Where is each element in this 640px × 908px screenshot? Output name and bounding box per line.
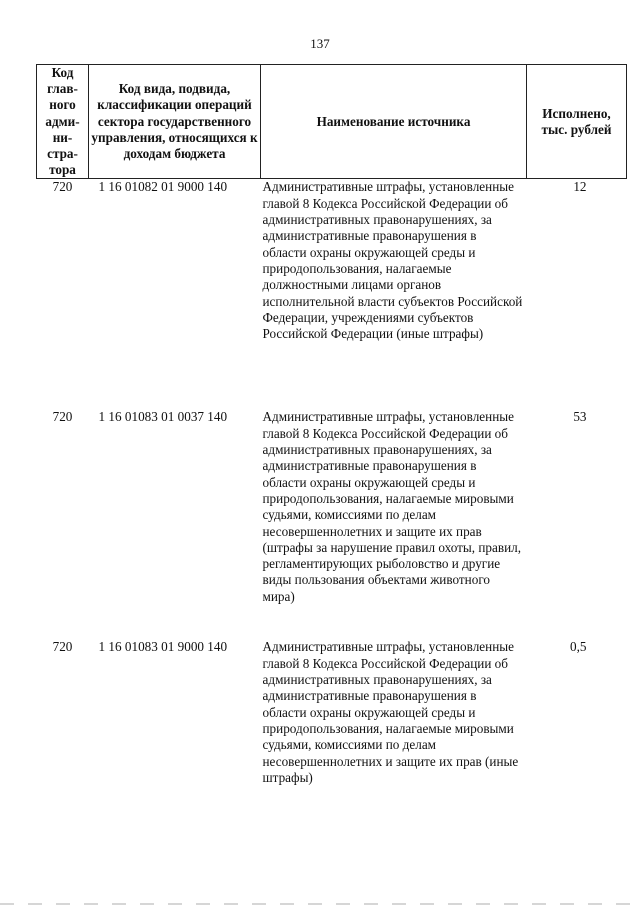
table-row: [37, 179, 627, 410]
classification-code-cell: 1 16 01083 01 9000 140: [98, 639, 228, 655]
page-number: 137: [310, 36, 330, 51]
table-row: [37, 409, 627, 639]
executed-amount-cell: 0,5: [570, 639, 587, 655]
executed-amount-cell: 12: [573, 179, 587, 195]
source-name-cell: Административные штрафы, установленные главой 8 Кодекса Российской Федерации об административных правонарушениях, за административные правонарушения в области охраны окружающей среды и природопользования, налагаемые мировыми судьями, комиссиями по делам несовершеннолетних и защите их прав (иные штрафы): [262, 639, 519, 785]
table-body: [37, 179, 627, 830]
classification-code-cell: 1 16 01082 01 9000 140: [98, 179, 228, 195]
admin-code-cell: 720: [52, 639, 73, 655]
source-name-cell: Административные штрафы, установленные главой 8 Кодекса Российской Федерации об административных правонарушениях, за административные правонарушения в области охраны окружающей среды и природопользования, налагаемые должностными лицами органов исполнительной власти субъектов Российской Федерации, учреждениями субъектов Российской Федерации (иные штрафы): [262, 179, 523, 342]
table-row: [37, 639, 627, 829]
executed-amount-cell: 53: [573, 409, 587, 425]
header-executed: Исполнено, тыс. рублей: [527, 65, 627, 179]
admin-code-cell: 720: [52, 179, 73, 195]
header-source-name: Наименование источника: [261, 65, 527, 179]
source-name-cell: Административные штрафы, установленные главой 8 Кодекса Российской Федерации об административных правонарушениях, за административные правонарушения в области охраны окружающей среды и природопользования, налагаемые мировыми судьями, комиссиями по делам несовершеннолетних и защите их прав (штрафы за нарушение правил охоты, правил, регламентирующих рыболовство и другие виды пользования объектами животного мира): [262, 409, 522, 604]
classification-code-cell: 1 16 01083 01 0037 140: [98, 409, 228, 425]
scan-edge-artifact: [0, 903, 640, 905]
header-row: [37, 65, 627, 179]
table-header: [37, 65, 627, 179]
header-classification-code: Код вида, подвида, классификации операций сектора государственного управления, относящихся к доходам бюджета: [89, 65, 261, 179]
admin-code-cell: 720: [52, 409, 73, 425]
revenue-table: [36, 64, 627, 829]
header-admin-code: Код глав-ного адми-ни-стра-тора: [37, 65, 89, 179]
